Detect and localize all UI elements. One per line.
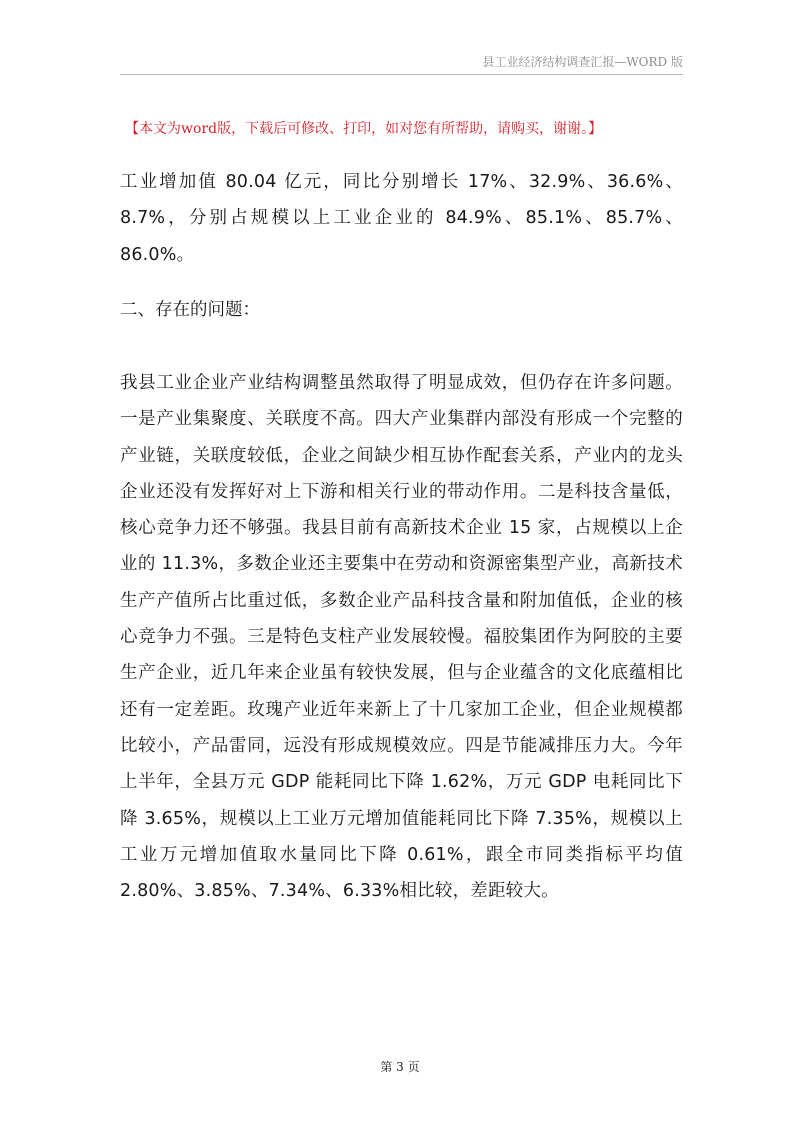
section-heading: 二、存在的问题：: [120, 300, 260, 320]
purchase-notice: 【本文为word版，下载后可修改、打印，如对您有所帮助，请购买，谢谢。】: [125, 121, 603, 137]
page-header: [120, 52, 683, 75]
body-paragraph-2: 我县工业企业产业结构调整虽然取得了明显成效，但仍存在许多问题。一是产业集聚度、关联度不高。四大产业集群内部没有形成一个完整的产业链，关联度较低，企业之间缺少相互协作配套关系，产业内的龙头企业还没有发挥好对上下游和相关行业的带动作用。二是科技含量低，核心竞争力还不够强。我县目前有高新技术企业 15 家，占规模以上企业的 11.3%，多数企业还主要集中在劳动和资源密集型产业，高新技术生产产值所占比重过低，多数企业产品科技含量和附加值低，企业的核心竞争力不强。三是特色支柱产业发展较慢。福胶集团作为阿胶的主要生产企业，近几年来企业虽有较快发展，但与企业蕴含的文化底蕴相比还有一定差距。玫瑰产业近年来新上了十几家加工企业，但企业规模都比较小，产品雷同，远没有形成规模效应。四是节能减排压力大。今年上半年，全县万元 GDP 能耗同比下降 1.62%，万元 GDP 电耗同比下降 3.65%，规模以上工业万元增加值能耗同比下降 7.35%，规模以上工业万元增加值取水量同比下降 0.61%，跟全市同类指标平均值 2.80%、3.85%、7.34%、6.33%相比较，差距较大。: [120, 373, 683, 902]
header-title: 县工业经济结构调查汇报—WORD 版: [482, 55, 683, 69]
page-number: 第 3 页: [380, 1060, 420, 1074]
body-paragraph-1: 工业增加值 80.04 亿元，同比分别增长 17%、32.9%、36.6%、8.7%，分别占规模以上工业企业的 84.9%、85.1%、85.7%、86.0%。: [120, 172, 683, 265]
